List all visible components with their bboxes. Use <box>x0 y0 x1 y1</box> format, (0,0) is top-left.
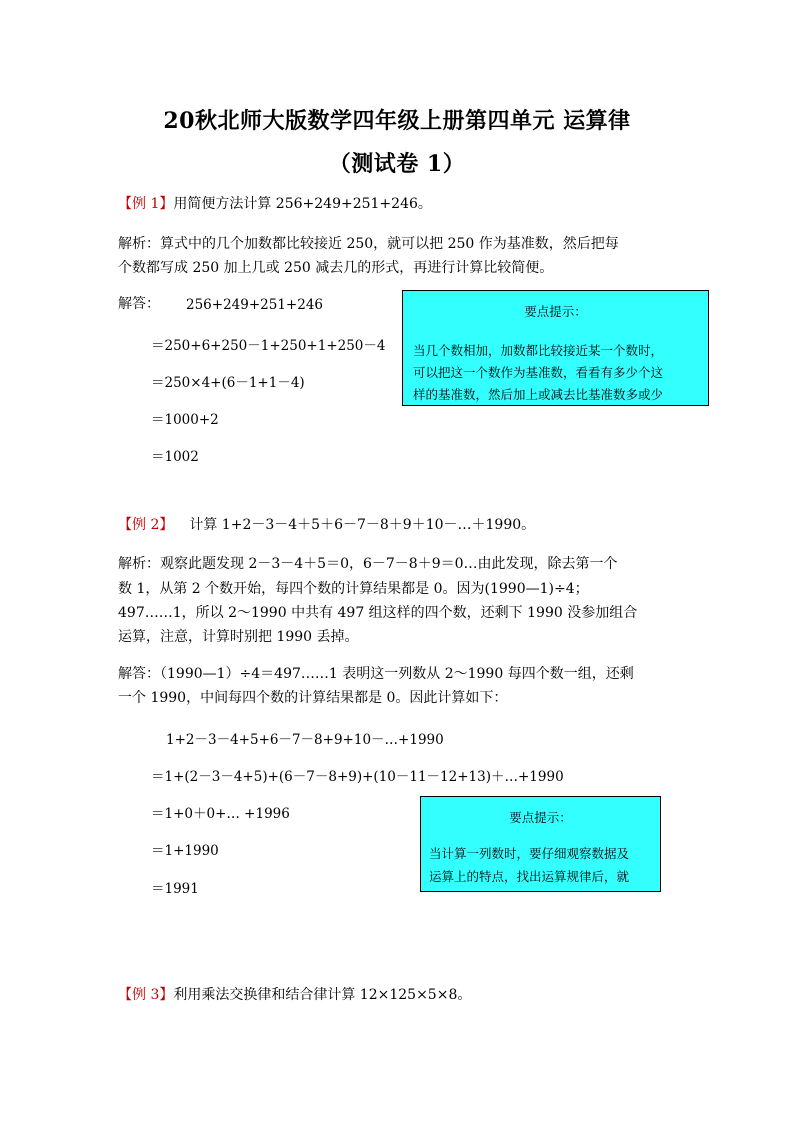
tip-line: 样的基准数，然后加上或减去比基准数多或少 <box>413 387 664 402</box>
example-2-step-3: ＝1+0＋0+… +1996 <box>151 806 290 822</box>
example-2-analysis-line-1: 解析：观察此题发现 2－3－4＋5＝0，6－7－8＋9＝0…由此发现，除去第一个 <box>118 556 618 572</box>
example-1-answer-label: 解答： <box>118 296 160 312</box>
example-2-answer-line-2: 一个 1990，中间每四个数的计算结果都是 0。因此计算如下： <box>118 690 508 706</box>
example-3-tag: 【例 3】 <box>118 987 174 1003</box>
example-3-question: 利用乘法交换律和结合律计算 12×125×5×8。 <box>173 987 472 1003</box>
example-3-question-line <box>118 988 471 1002</box>
tip-line: 运算上的特点，找出运算规律后，就 <box>429 869 630 884</box>
example-1-tag: 【例 1】 <box>118 196 174 212</box>
example-1-step-4: ＝1000+2 <box>151 412 219 428</box>
example-1-analysis-line-2: 个数都写成 250 加上几或 250 减去几的形式，再进行计算比较简便。 <box>118 260 554 276</box>
example-1-step-1: 256+249+251+246 <box>186 297 324 313</box>
example-2-answer-line-1: 解答：（1990—1）÷4＝497……1 表明这一列数从 2～1990 每四个数一组，还剩 <box>118 666 634 682</box>
example-1-question-line <box>118 197 432 211</box>
example-1-question: 用简便方法计算 256+249+251+246。 <box>173 196 432 212</box>
tip-header: 要点提示： <box>509 810 572 825</box>
example-2-question: 计算 1+2－3－4＋5＋6－7－8＋9＋10－…＋1990。 <box>189 517 536 533</box>
tip-header: 要点提示： <box>524 304 587 319</box>
example-2-step-1: 1+2－3－4+5+6－7－8+9+10－…+1990 <box>166 732 444 748</box>
example-2-step-5: ＝1991 <box>151 881 199 897</box>
example-2-analysis-line-2: 数 1，从第 2 个数开始，每四个数的计算结果都是 0。因为(1990—1)÷4； <box>118 581 589 597</box>
tip-line: 当几个数相加，加数都比较接近某一个数时， <box>413 343 664 358</box>
example-1-analysis-line-1: 解析：算式中的几个加数都比较接近 250，就可以把 250 作为基准数，然后把每 <box>118 236 619 252</box>
example-1-step-3: ＝250×4+(6－1+1－4) <box>151 375 305 391</box>
example-2-step-2: ＝1+(2－3－4+5)+(6－7－8+9)+(10－11－12+13)＋…+1990 <box>151 769 564 785</box>
example-2-analysis-line-3: 497……1，所以 2～1990 中共有 497 组这样的四个数，还剩下 1990 没参加组合 <box>118 605 638 621</box>
example-2-step-4: ＝1+1990 <box>151 843 219 859</box>
example-2-analysis-line-4: 运算，注意，计算时别把 1990 丢掉。 <box>118 629 359 645</box>
example-2-tip-box <box>420 796 661 892</box>
example-2-tag: 【例 2】 <box>118 517 174 533</box>
page-title: 20秋北师大版数学四年级上册第四单元 运算律 <box>163 108 631 134</box>
page-subtitle: （测试卷 1） <box>328 151 466 177</box>
example-1-step-5: ＝1002 <box>151 449 199 465</box>
example-1-tip-box <box>402 290 709 406</box>
tip-line: 当计算一列数时，要仔细观察数据及 <box>429 846 630 861</box>
example-2-question-line <box>118 518 535 532</box>
example-1-step-2: ＝250+6+250－1+250+1+250－4 <box>151 338 386 354</box>
tip-line: 可以把这一个数作为基准数，看看有多少个这 <box>413 365 664 380</box>
